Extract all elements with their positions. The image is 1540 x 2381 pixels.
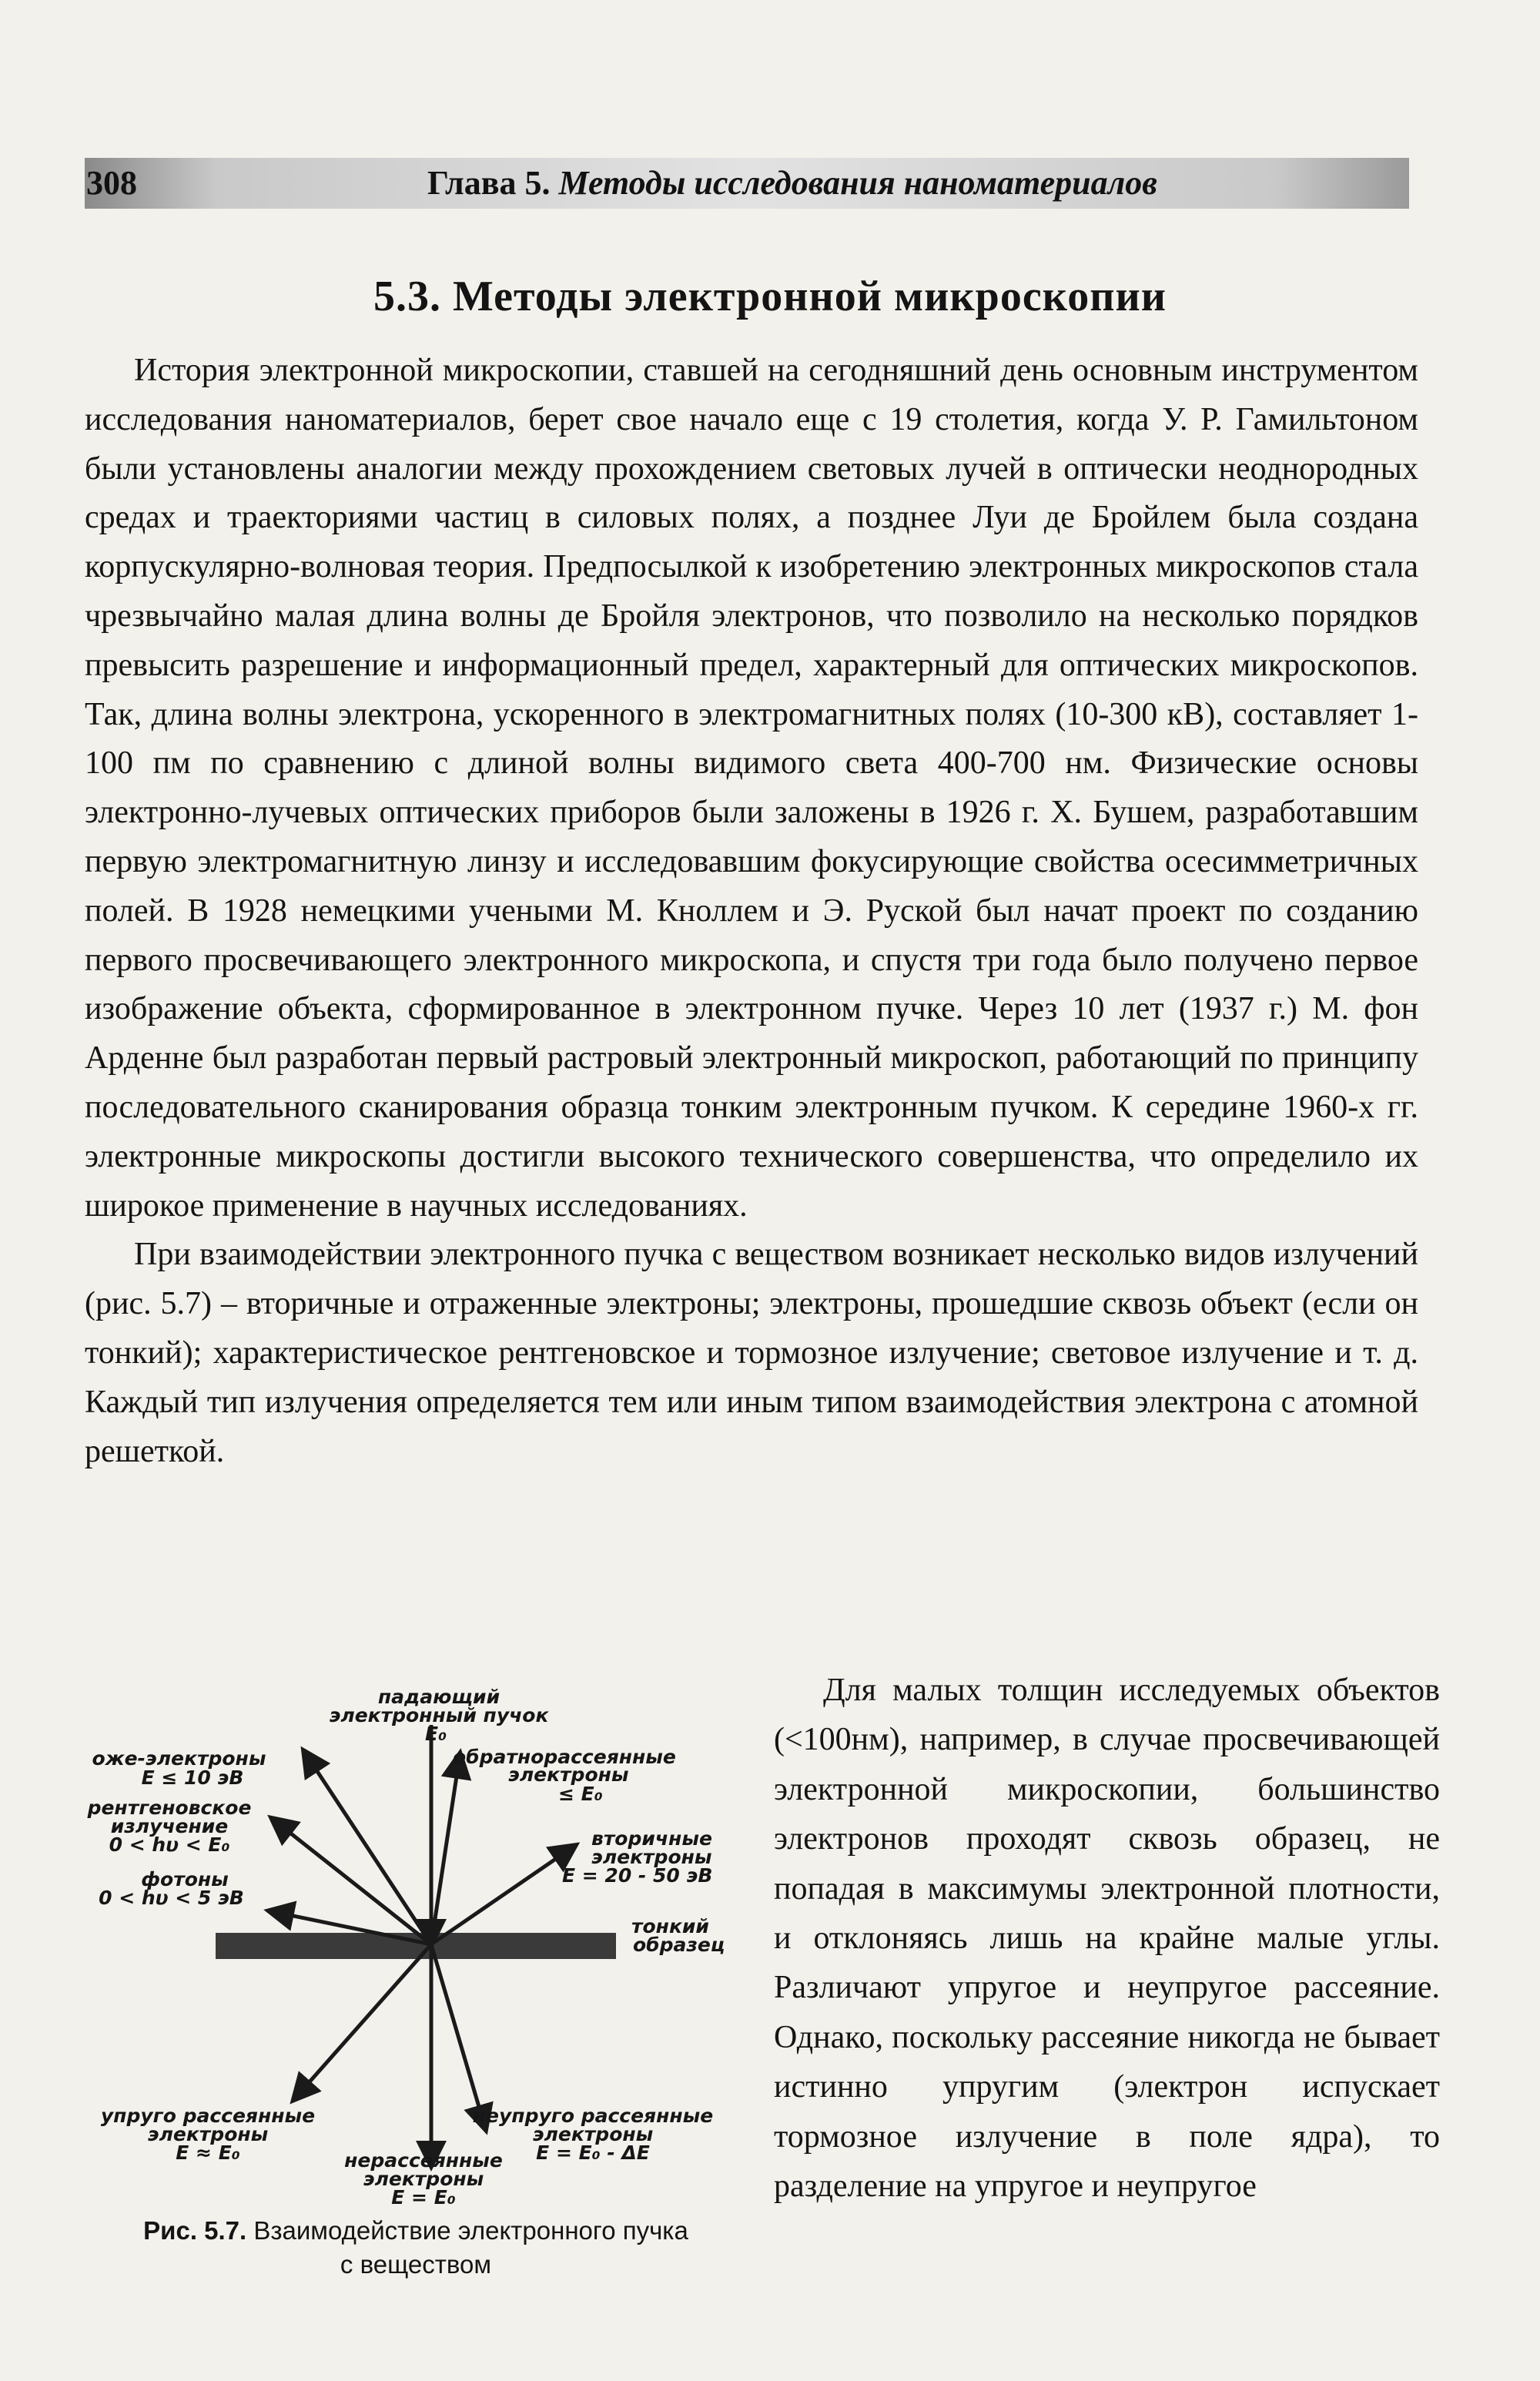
figure-electron-beam-interaction (77, 1671, 755, 2295)
caption-text-1: Взаимодействие электронного пучка (253, 2216, 688, 2245)
label-inelastic-1: неупруго рассеянные (472, 2105, 714, 2127)
paragraph-history: История электронной микроскопии, ставшей на сегодняшний день основным инструментом исследования наноматериалов, берет свое начало еще с 19 столетия, когда У. Р. Гамильтоном были установлены аналогии между прохождением световых лучей в оптически неоднородных средах и траекториями частиц в силовых полях, а позднее Луи де Бройлем была создана корпускулярно-волновая теория. Предпосылкой к изобретению электронных микроскопов стала чрезвычайно малая длина волны де Бройля электронов, что позволило на несколько порядков превысить разрешение и информационный предел, характерный для оптических микроскопов. Так, длина волны электрона, ускоренного в электромагнитных полях (10-300 кВ), составляет 1-100 пм по сравнению с длиной волны видимого света 400-700 нм. Физические основы электронно-лучевых оптических приборов были заложены в 1926 г. Х. Бушем, разработавшим первую электромагнитную линзу и исследовавшим фокусирующие свойства осесимметричных полей. В 1928 немецкими учеными М. Кноллем и Э. Руской был начат проект по созданию первого просвечивающего электронного микроскопа, и спустя три года было получено первое изображение объекта, сформированное в электронном пучке. Через 10 лет (1937 г.) М. фон Арденне был разработан первый растровый электронный микроскоп, работающий по принципу последовательного сканирования образца тонким электронным пучком. К середине 1960-х гг. электронные микроскопы достигли высокого технического совершенства, что определило их широкое применение в научных исследованиях. (85, 353, 1418, 1224)
label-elastic-2: электроны (147, 2123, 269, 2145)
label-secondary-1: вторичные (591, 1827, 712, 1850)
label-inelastic-3: E = E₀ - ΔE (536, 2142, 650, 2164)
label-sample-2: образец (633, 1934, 725, 1956)
auger-arrow (305, 1753, 431, 1944)
right-column-text (774, 1666, 1440, 2211)
label-incident-3: E₀ (425, 1723, 447, 1745)
label-photons-2: 0 < hυ < 5 эВ (99, 1887, 244, 1909)
label-xray-3: 0 < hυ < E₀ (109, 1833, 230, 1856)
label-backscatter-3: ≤ E₀ (558, 1783, 603, 1805)
label-elastic-1: упруго рассеянные (100, 2105, 316, 2127)
chapter-title: Методы исследования наноматериалов (558, 164, 1157, 202)
xray-arrow (273, 1820, 431, 1944)
running-header-title (427, 160, 1157, 206)
label-secondary-2: электроны (591, 1846, 712, 1868)
main-text (85, 347, 1418, 1476)
label-auger-2: E ≤ 10 эВ (141, 1766, 244, 1789)
label-unscattered-1: нерассеянные (344, 2149, 503, 2172)
label-photons-1: фотоны (141, 1868, 229, 1890)
label-inelastic-2: электроны (532, 2123, 654, 2145)
caption-line-1 (77, 2214, 755, 2248)
label-unscattered-3: E = E₀ (391, 2186, 456, 2209)
label-auger-1: оже-электроны (92, 1747, 266, 1770)
label-backscatter-1: обратнорассеянные (453, 1746, 676, 1768)
label-unscattered-2: электроны (363, 2168, 484, 2190)
elastic-arrow (295, 1944, 431, 2098)
inelastic-arrow (431, 1944, 485, 2128)
section-title: 5.3. Методы электронной микроскопии (373, 273, 1167, 320)
label-secondary-3: E = 20 - 50 эВ (562, 1864, 713, 1887)
label-elastic-3: E ≈ E₀ (176, 2142, 240, 2164)
label-incident-2: электронный пучок (329, 1704, 549, 1726)
caption-number: Рис. 5.7. (143, 2216, 247, 2245)
backscatter-arrow (431, 1756, 460, 1944)
label-xray-1: рентгеновское (87, 1797, 252, 1819)
caption-text-2: с веществом (340, 2250, 492, 2279)
paragraph-thin-samples: Для малых толщин исследуемых объектов (<100нм), например, в случае просвечивающей электронной микроскопии, большинство электронов проходят сквозь образец, не попадая в максимумы электронной плотности, и отклоняясь лишь на крайне малые углы. Различают упругое и неупругое рассеяние. Однако, поскольку рассеяние никогда не бывает истинно упругим (электрон испускает тормозное излучение в поле ядра), то разделение на упругое и неупругое (774, 1673, 1440, 2205)
chapter-number: Глава 5. (427, 164, 551, 202)
label-xray-2: излучение (110, 1815, 229, 1837)
label-incident-1: падающий (377, 1686, 500, 1708)
page-number: 308 (86, 164, 137, 202)
label-sample-1: тонкий (631, 1915, 709, 1937)
thin-sample-bar (216, 1933, 616, 1959)
secondary-arrow (431, 1847, 574, 1944)
paragraph-interaction: При взаимодействии электронного пучка с веществом возникает несколько видов излучений (рис. 5.7) – вторичные и отраженные электроны; электроны, прошедшие сквозь объект (если он тонкий); характеристическое рентгеновское и тормозное излучение; световое излучение и т. д. Каждый тип излучения определяется тем или иным типом взаимодействия электрона с атомной решеткой. (85, 1237, 1418, 1469)
figure-caption (77, 2214, 755, 2282)
label-backscatter-2: электроны (508, 1763, 629, 1786)
